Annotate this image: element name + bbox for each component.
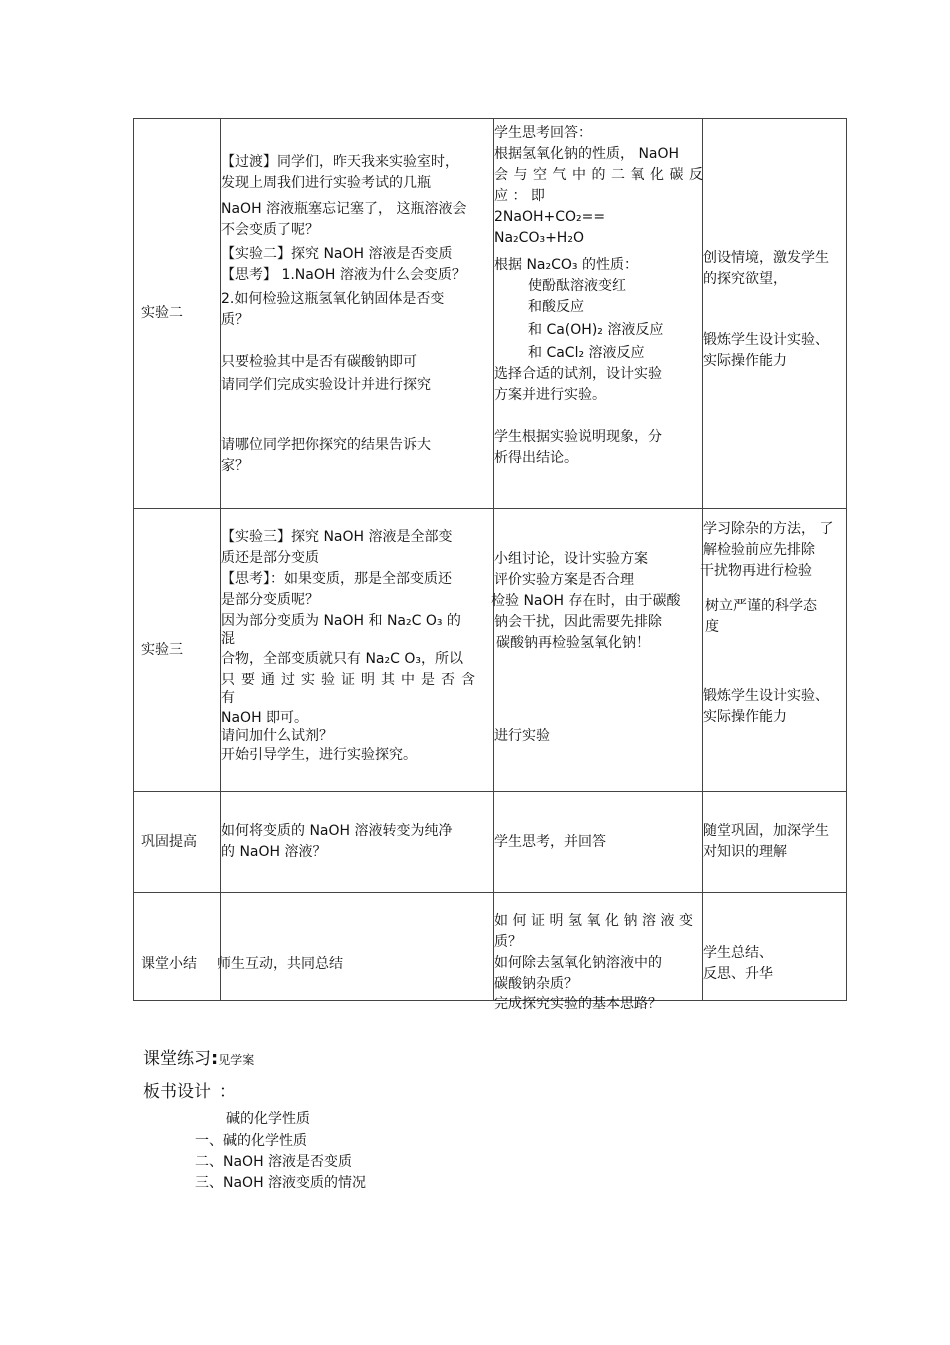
intent-line: 干扰物再进行检验 — [700, 563, 812, 579]
intent-line: 度 — [705, 619, 719, 635]
teacher-line: 开始引导学生，进行实验探究。 — [221, 747, 417, 763]
teacher-line: 家？ — [221, 458, 249, 474]
board-title: 碱的化学性质 — [226, 1111, 310, 1127]
intent-cell — [703, 119, 847, 509]
student-line: 析得出结论。 — [494, 450, 578, 466]
teacher-line: 师生互动，共同总结 — [217, 956, 343, 972]
student-line: 质？ — [494, 934, 522, 950]
intent-line: 的探究欲望， — [703, 271, 787, 287]
teacher-line: NaOH 溶液瓶塞忘记塞了， 这瓶溶液会 — [221, 201, 467, 217]
teacher-line: 发现上周我们进行实验考试的几瓶 — [221, 175, 431, 191]
teacher-line: 有 — [221, 690, 235, 706]
table-row — [134, 509, 847, 792]
teacher-line: 只要通过实验证明其中是否含 — [221, 672, 481, 688]
teacher-line: NaOH 即可。 — [221, 710, 309, 726]
intent-line: 随堂巩固，加深学生 — [703, 823, 829, 839]
stage-label: 巩固提高 — [141, 833, 197, 850]
practice-note: 见学案 — [218, 1053, 255, 1067]
student-line: 学生思考回答： — [494, 125, 592, 141]
equation-line: Na₂CO₃+H₂O — [494, 230, 584, 246]
student-line: 根据氢氧化钠的性质， NaOH — [494, 146, 680, 162]
student-line: 进行实验 — [494, 728, 550, 744]
student-line: 碳酸钠杂质？ — [494, 976, 578, 992]
student-cell — [494, 119, 709, 509]
property-item: 和 Ca(OH)₂ 溶液反应 — [528, 322, 664, 338]
teacher-line: 【思考】 1.NaOH 溶液为什么会变质？ — [221, 267, 466, 283]
intent-line: 创设情境，激发学生 — [703, 250, 829, 266]
teacher-line: 的 NaOH 溶液？ — [221, 844, 327, 860]
board-item: 二、NaOH 溶液是否变质 — [195, 1154, 353, 1170]
intent-line: 锻炼学生设计实验、 — [703, 332, 829, 348]
teacher-line: 请同学们完成实验设计并进行探究 — [221, 377, 431, 393]
student-cell — [494, 893, 703, 1012]
intent-line: 锻炼学生设计实验、 — [703, 688, 829, 704]
teacher-cell — [221, 509, 494, 792]
student-line: 选择合适的试剂，设计实验 — [494, 366, 662, 382]
intent-line: 实际操作能力 — [703, 709, 787, 725]
intent-line: 解检验前应先排除 — [703, 542, 815, 558]
stage-cell — [134, 792, 221, 893]
student-line: 碳酸钠再检验氢氧化钠！ — [496, 635, 650, 651]
practice-colon: : — [211, 1048, 219, 1069]
board-item: 一、碱的化学性质 — [195, 1133, 307, 1149]
teacher-line: 是部分变质呢？ — [221, 592, 319, 608]
stage-label: 实验三 — [141, 641, 183, 658]
teacher-line: 质还是部分变质 — [221, 550, 319, 566]
lesson-plan-table — [133, 118, 847, 1012]
teacher-line: 质？ — [221, 312, 249, 328]
student-line: 完成探究实验的基本思路？ — [494, 996, 662, 1012]
stage-cell — [134, 509, 221, 792]
board-label: 板书设计 — [143, 1082, 211, 1102]
teacher-line: 【实验二】探究 NaOH 溶液是否变质 — [221, 246, 453, 262]
teacher-line: 只要检验其中是否有碳酸钠即可 — [221, 354, 417, 370]
intent-line: 学习除杂的方法， 了 — [703, 521, 834, 537]
stage-cell — [134, 119, 221, 509]
equation-line: 2NaOH+CO₂== — [494, 209, 606, 225]
property-item: 和 CaCl₂ 溶液反应 — [528, 345, 645, 361]
student-line: 根据 Na₂CO₃ 的性质： — [494, 257, 638, 273]
intent-cell — [700, 509, 847, 792]
teacher-line: 因为部分变质为 NaOH 和 Na₂C O₃ 的 — [221, 613, 461, 629]
student-line: 学生思考，并回答 — [494, 833, 606, 850]
intent-line: 反思、升华 — [703, 966, 773, 982]
board-colon: ： — [219, 1082, 236, 1102]
teacher-line: 不会变质了呢？ — [221, 222, 319, 238]
teacher-line: 请问加什么试剂？ — [221, 728, 333, 744]
student-line: 方案并进行实验。 — [494, 387, 606, 403]
teacher-line: 【思考】：如果变质，那是全部变质还 — [221, 571, 452, 587]
student-line: 如何除去氢氧化钠溶液中的 — [494, 955, 662, 971]
practice-label: 课堂练习 — [143, 1049, 211, 1069]
student-line: 学生根据实验说明现象，分 — [494, 429, 662, 445]
stage-cell — [134, 893, 221, 1001]
student-line: 应 ： 即 — [494, 188, 545, 204]
student-cell — [491, 509, 703, 792]
intent-line: 实际操作能力 — [703, 353, 787, 369]
stage-label: 实验二 — [141, 305, 183, 321]
teacher-line: 请哪位同学把你探究的结果告诉大 — [221, 437, 431, 453]
property-item: 和酸反应 — [528, 299, 584, 315]
student-line: 钠会干扰，因此需要先排除 — [494, 614, 662, 630]
teacher-line: 【实验三】探究 NaOH 溶液是全部变 — [221, 529, 453, 545]
student-line: 会与空气中的二氧化碳反 — [494, 167, 709, 183]
teacher-line: 合物，全部变质就只有 Na₂C O₃，所以 — [221, 651, 463, 667]
table-row — [134, 893, 847, 1001]
intent-line: 学生总结、 — [703, 945, 773, 961]
student-line: 如何证明氢氧化钠溶液变 — [494, 913, 698, 929]
table-row — [134, 792, 847, 893]
board-item: 三、NaOH 溶液变质的情况 — [195, 1175, 367, 1191]
intent-line: 对知识的理解 — [703, 844, 787, 860]
teacher-cell — [217, 893, 494, 1001]
table-row — [134, 119, 847, 509]
teacher-cell — [221, 119, 494, 509]
intent-line: 树立严谨的科学态 — [705, 598, 817, 614]
stage-label: 课堂小结 — [141, 956, 197, 972]
practice-section — [143, 1047, 254, 1072]
intent-cell — [703, 893, 847, 1001]
student-line: 检验 NaOH 存在时，由于碳酸 — [491, 593, 681, 609]
teacher-line: 如何将变质的 NaOH 溶液转变为纯净 — [221, 823, 453, 839]
teacher-cell — [221, 792, 494, 893]
property-item: 使酚酞溶液变红 — [528, 278, 626, 294]
intent-cell — [703, 792, 847, 893]
board-section — [143, 1080, 236, 1104]
teacher-line: 混 — [221, 631, 235, 647]
student-line: 小组讨论，设计实验方案 — [494, 551, 648, 567]
student-cell — [494, 792, 703, 893]
teacher-line: 【过渡】同学们，昨天我来实验室时， — [221, 154, 459, 170]
teacher-line: 2.如何检验这瓶氢氧化钠固体是否变 — [221, 291, 445, 307]
student-line: 评价实验方案是否合理 — [494, 572, 634, 588]
